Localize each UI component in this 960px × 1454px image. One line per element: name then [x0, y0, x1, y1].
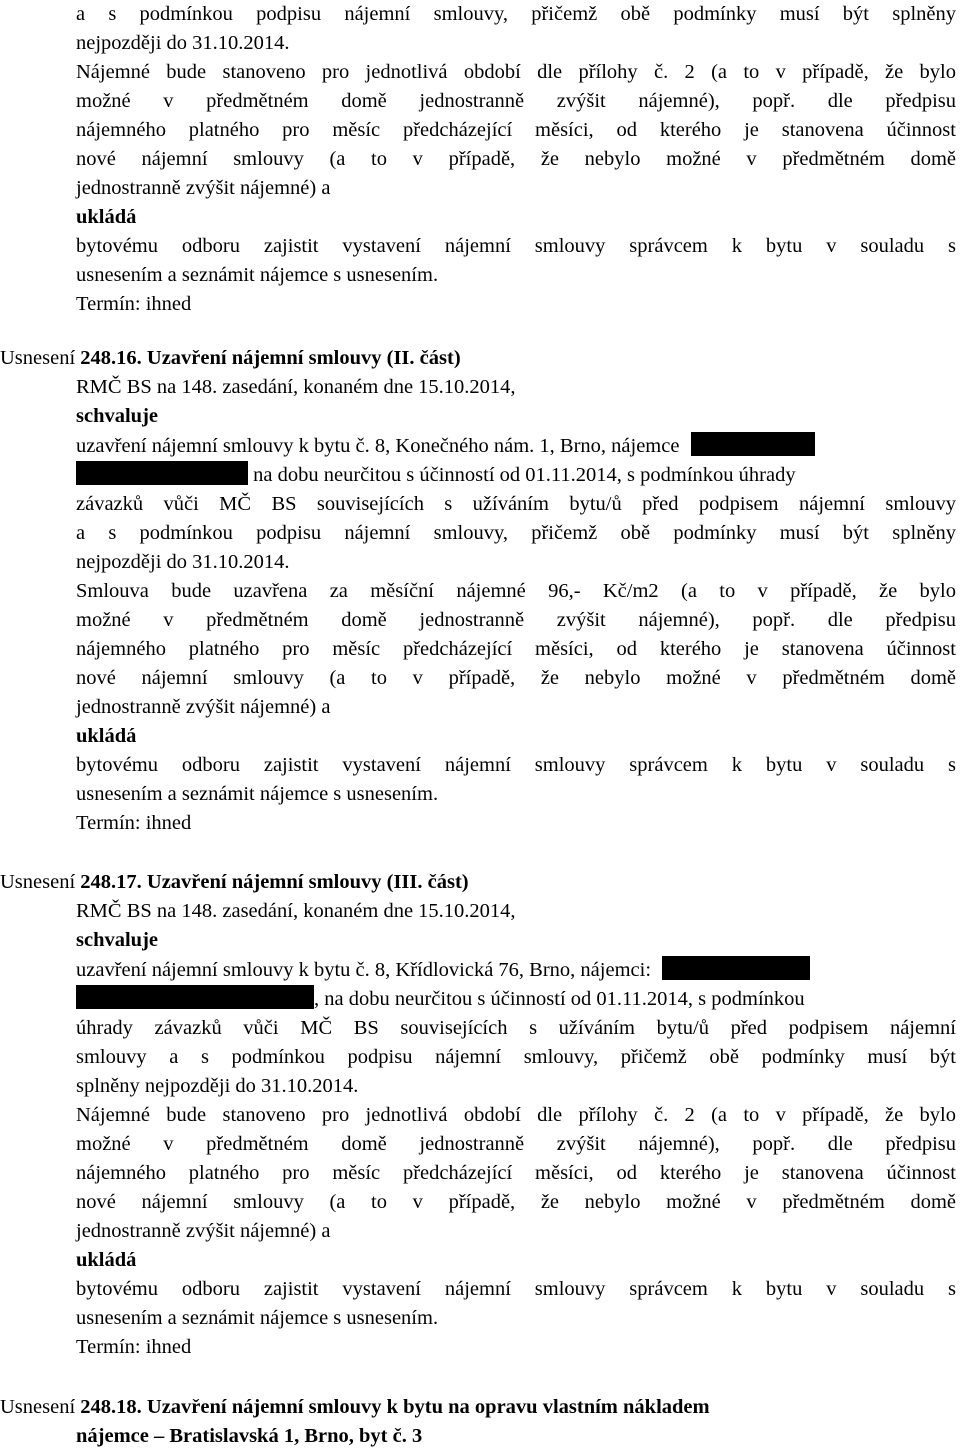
paragraph-line: nové nájemní smlouvy (a to v případě, že nebylo možné v předmětném domě [76, 1191, 956, 1213]
termin-line: Termín: ihned [76, 1336, 192, 1358]
uklada-heading: ukládá [76, 206, 137, 228]
paragraph-line: bytovému odboru zajistit vystavení nájemní smlouvy správcem k bytu v souladu s [76, 1278, 956, 1300]
resolution-title: 248.18. Uzavření nájemní smlouvy k bytu na opravu vlastním nákladem [80, 1396, 710, 1418]
termin-line: Termín: ihned [76, 812, 192, 834]
paragraph-line [76, 461, 796, 490]
paragraph-line: jednostranně zvýšit nájemné) a [76, 177, 331, 199]
paragraph-line: smlouvy a s podmínkou podpisu nájemní smlouvy, přičemž obě podmínky musí být [76, 1046, 956, 1068]
resolution-heading [0, 868, 469, 897]
redaction-box [691, 432, 815, 456]
resolution-prefix: Usnesení [0, 1396, 81, 1418]
redaction-box [76, 461, 248, 485]
schvaluje-heading: schvaluje [76, 405, 158, 427]
resolution-title-continuation: nájemce – Bratislavská 1, Brno, byt č. 3 [76, 1425, 423, 1447]
paragraph-line: jednostranně zvýšit nájemné) a [76, 696, 331, 718]
resolution-prefix: Usnesení [0, 871, 81, 893]
paragraph-line: splněny nejpozději do 31.10.2014. [76, 1075, 359, 1097]
paragraph-line: možné v předmětném domě jednostranně zvýšit nájemné), popř. dle předpisu [76, 90, 956, 112]
resolution-heading [0, 344, 461, 373]
paragraph-line: nové nájemní smlouvy (a to v případě, že nebylo možné v předmětném domě [76, 148, 956, 170]
paragraph-line: nájemného platného pro měsíc předcházející měsíci, od kterého je stanovena účinnost [76, 1162, 956, 1184]
paragraph-line: možné v předmětném domě jednostranně zvýšit nájemné), popř. dle předpisu [76, 1133, 956, 1155]
approval-text: na dobu neurčitou s účinností od 01.11.2014, s podmínkou úhrady [248, 464, 796, 486]
paragraph-line: možné v předmětném domě jednostranně zvýšit nájemné), popř. dle předpisu [76, 609, 956, 631]
paragraph-line: Nájemné bude stanoveno pro jednotlivá období dle přílohy č. 2 (a to v případě, že bylo [76, 1104, 956, 1126]
paragraph-line [76, 985, 805, 1014]
schvaluje-heading: schvaluje [76, 929, 158, 951]
paragraph-line: nové nájemní smlouvy (a to v případě, že nebylo možné v předmětném domě [76, 667, 956, 689]
uklada-heading: ukládá [76, 725, 137, 747]
paragraph-line: nájemného platného pro měsíc předcházející měsíci, od kterého je stanovena účinnost [76, 638, 956, 660]
approval-text: uzavření nájemní smlouvy k bytu č. 8, Konečného nám. 1, Brno, nájemce [76, 435, 680, 457]
paragraph-line: úhrady závazků vůči MČ BS souvisejících s užíváním bytu/ů před podpisem nájemní [76, 1017, 956, 1039]
paragraph-line: usnesením a seznámit nájemce s usnesením. [76, 264, 439, 286]
paragraph-line: bytovému odboru zajistit vystavení nájemní smlouvy správcem k bytu v souladu s [76, 754, 956, 776]
approval-text: , na dobu neurčitou s účinností od 01.11.2014, s podmínkou [314, 988, 805, 1010]
termin-line: Termín: ihned [76, 293, 192, 315]
paragraph-line: nájemného platného pro měsíc předcházející měsíci, od kterého je stanovena účinnost [76, 119, 956, 141]
paragraph-line: nejpozději do 31.10.2014. [76, 32, 290, 54]
meeting-line: RMČ BS na 148. zasedání, konaném dne 15.10.2014, [76, 376, 516, 398]
paragraph-line: Nájemné bude stanoveno pro jednotlivá období dle přílohy č. 2 (a to v případě, že bylo [76, 61, 956, 83]
paragraph-line: a s podmínkou podpisu nájemní smlouvy, přičemž obě podmínky musí být splněny [76, 522, 956, 544]
approval-text: uzavření nájemní smlouvy k bytu č. 8, Křídlovická 76, Brno, nájemci: [76, 959, 652, 981]
uklada-heading: ukládá [76, 1249, 137, 1271]
paragraph-line [76, 956, 810, 985]
meeting-line: RMČ BS na 148. zasedání, konaném dne 15.10.2014, [76, 900, 516, 922]
paragraph-line [76, 432, 815, 461]
redaction-box [76, 985, 314, 1009]
paragraph-line: a s podmínkou podpisu nájemní smlouvy, přičemž obě podmínky musí být splněny [76, 3, 956, 25]
resolution-prefix: Usnesení [0, 347, 81, 369]
paragraph-line: nejpozději do 31.10.2014. [76, 551, 290, 573]
resolution-title: 248.17. Uzavření nájemní smlouvy (III. část) [80, 871, 469, 893]
redaction-box [662, 956, 810, 980]
paragraph-line: závazků vůči MČ BS souvisejících s užíváním bytu/ů před podpisem nájemní smlouvy [76, 493, 956, 515]
paragraph-line: jednostranně zvýšit nájemné) a [76, 1220, 331, 1242]
paragraph-line: usnesením a seznámit nájemce s usnesením. [76, 783, 439, 805]
paragraph-line: bytovému odboru zajistit vystavení nájemní smlouvy správcem k bytu v souladu s [76, 235, 956, 257]
resolution-heading [0, 1393, 710, 1422]
resolution-title: 248.16. Uzavření nájemní smlouvy (II. část) [80, 347, 461, 369]
paragraph-line: Smlouva bude uzavřena za měsíční nájemné 96,- Kč/m2 (a to v případě, že bylo [76, 580, 956, 602]
paragraph-line: usnesením a seznámit nájemce s usnesením. [76, 1307, 439, 1329]
